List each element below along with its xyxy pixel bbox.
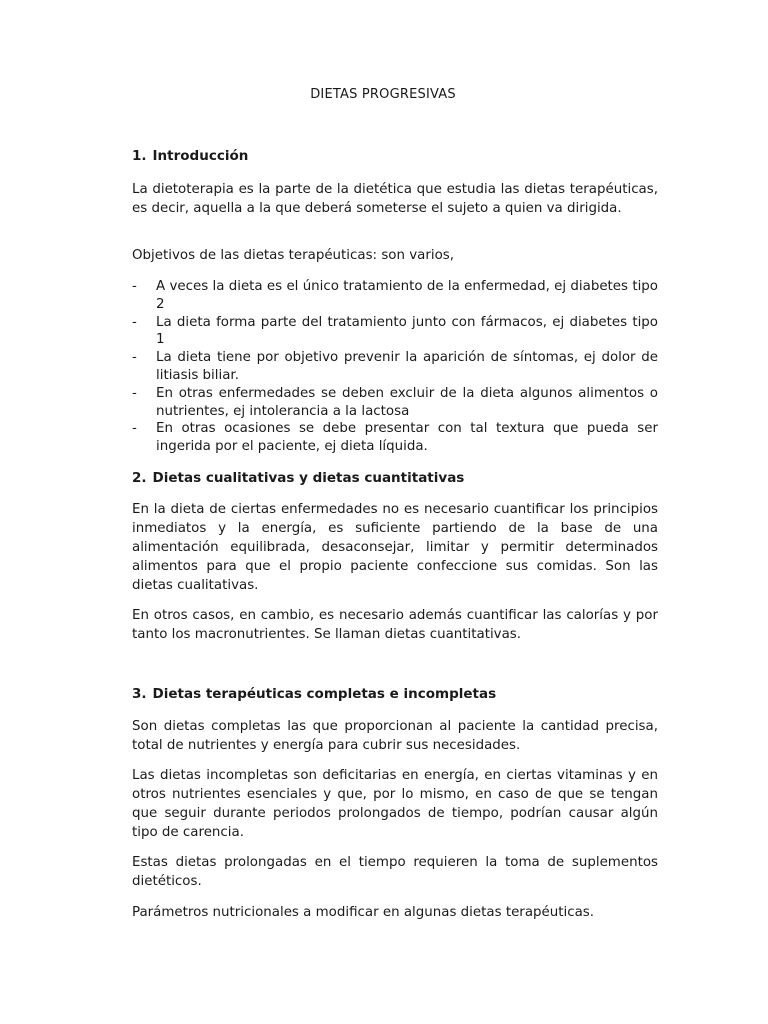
section-heading-cualitativas	[132, 470, 464, 486]
list-item-text: En otras enfermedades se deben excluir de la dieta algunos alimentos o nutrientes, ej intolerancia a la lactosa	[156, 385, 658, 419]
list-item-text: En otras ocasiones se debe presentar con tal textura que pueda ser ingerida por el paciente, ej dieta líquida.	[156, 421, 658, 455]
paragraph: Parámetros nutricionales a modificar en algunas dietas terapéuticas.	[132, 905, 595, 920]
list-item-text: La dieta forma parte del tratamiento junto con fármacos, ej diabetes tipo 1	[156, 314, 658, 348]
section-title: Dietas terapéuticas completas e incompletas	[152, 686, 497, 702]
list-item	[132, 278, 658, 314]
list-item	[132, 420, 658, 456]
list-item	[132, 314, 658, 350]
paragraph: Las dietas incompletas son deficitarias en energía, en ciertas vitaminas y en otros nutrientes esenciales y que, por lo mismo, en caso de que se tengan que seguir durante periodos prolongados de tiempo, podrían causar algún tipo de carencia.	[132, 768, 658, 840]
section-number: 1.	[132, 148, 147, 164]
dash-bullet-icon: -	[132, 421, 137, 437]
dash-bullet-icon: -	[132, 314, 137, 330]
section-title: Dietas cualitativas y dietas cuantitativas	[152, 470, 465, 486]
list-item	[132, 349, 658, 385]
dash-bullet-icon: -	[132, 279, 137, 294]
objectives-list	[132, 278, 658, 456]
section-heading-introduccion	[132, 148, 248, 164]
paragraph: En la dieta de ciertas enfermedades no es necesario cuantificar los principios inmediatos y la energía, es suficiente partiendo de la base de una alimentación equilibrada, desaconsejar, limitar y permitir determinados alimentos para que el propio paciente confeccione sus comidas. Son las dietas cualitativas.	[132, 502, 658, 593]
paragraph: La dietoterapia es la parte de la dietética que estudia las dietas terapéuticas, es decir, aquella a la que deberá someterse el sujeto a quien va dirigida.	[132, 182, 658, 216]
paragraph: Estas dietas prolongadas en el tiempo requieren la toma de suplementos dietéticos.	[132, 855, 658, 889]
list-item	[132, 385, 658, 421]
section-number: 3.	[132, 686, 147, 702]
section-heading-completas	[132, 686, 496, 702]
list-item-text: La dieta tiene por objetivo prevenir la aparición de síntomas, ej dolor de litiasis biliar.	[156, 350, 658, 383]
list-item-text: A veces la dieta es el único tratamiento de la enfermedad, ej diabetes tipo 2	[156, 279, 658, 312]
dash-bullet-icon: -	[132, 385, 137, 401]
section-number: 2.	[132, 470, 147, 486]
dash-bullet-icon: -	[132, 350, 137, 366]
paragraph: Son dietas completas las que proporcionan al paciente la cantidad precisa, total de nutrientes y energía para cubrir sus necesidades.	[132, 719, 658, 753]
section-title: Introducción	[152, 148, 249, 164]
document-title: DIETAS PROGRESIVAS	[310, 87, 456, 102]
paragraph: En otros casos, en cambio, es necesario además cuantificar las calorías y por tanto los macronutrientes. Se llaman dietas cuantitativas.	[132, 608, 658, 642]
paragraph: Objetivos de las dietas terapéuticas: son varios,	[132, 248, 455, 263]
